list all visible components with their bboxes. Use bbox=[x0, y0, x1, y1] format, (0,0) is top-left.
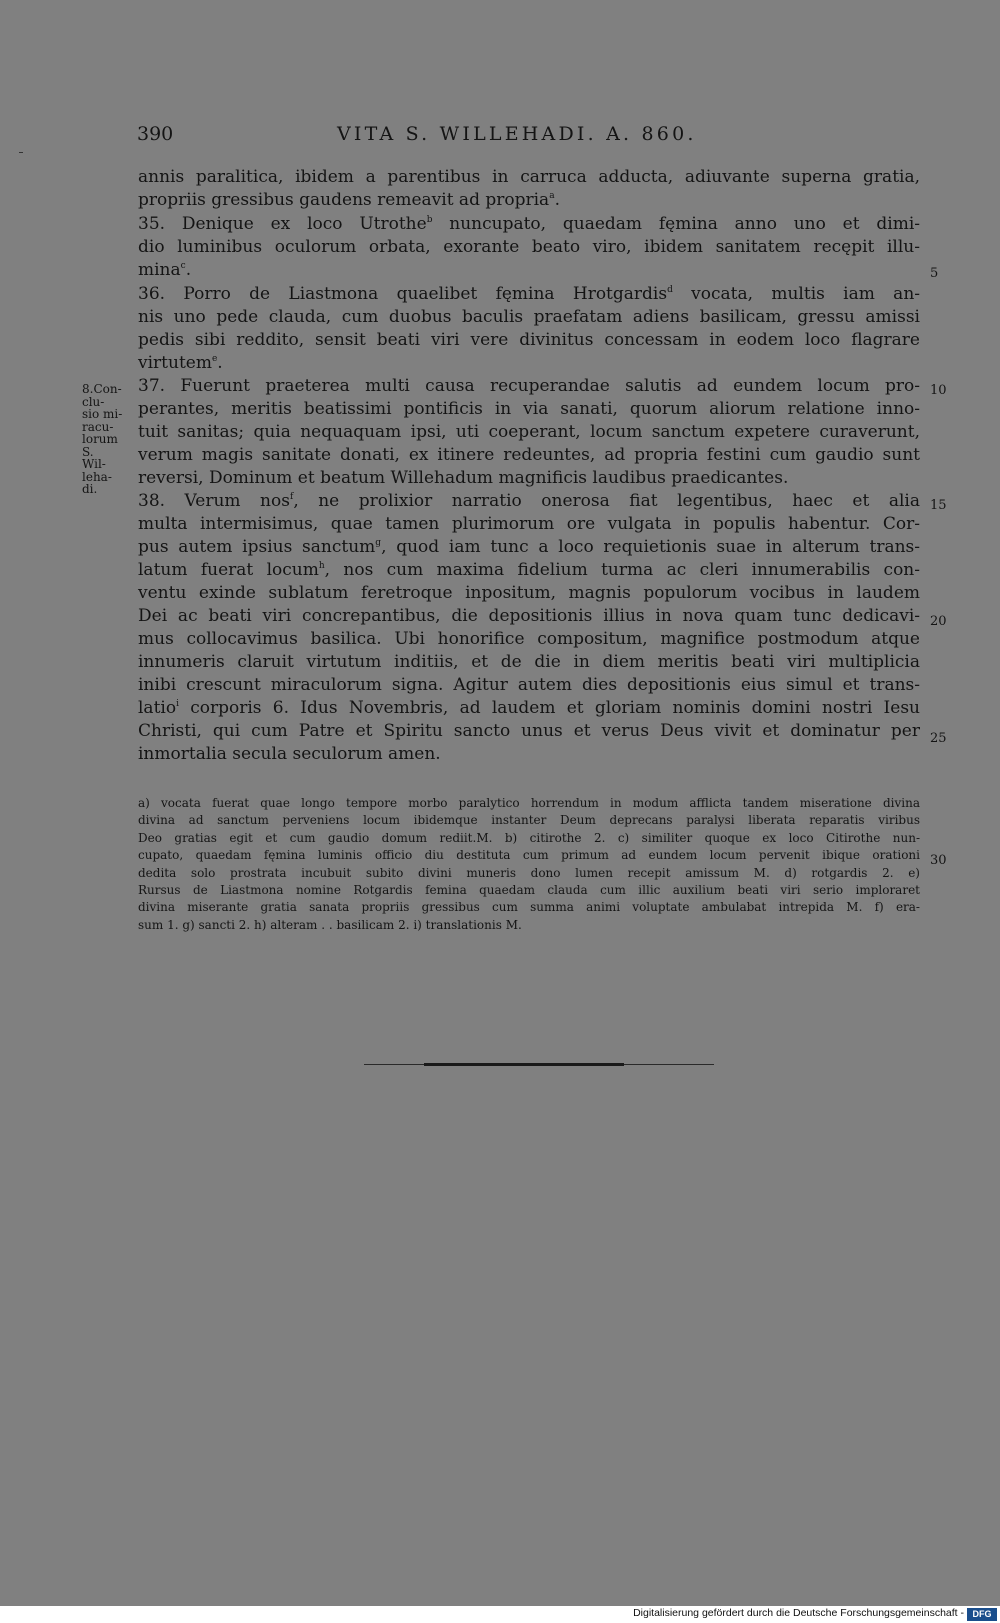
body-text-segment: inmortalia secula seculorum amen. bbox=[138, 744, 441, 764]
body-text-segment: innumeris claruit virtutum inditiis, et de die in diem meritis beati viri multiplicia bbox=[138, 652, 920, 672]
body-text-segment: . bbox=[185, 260, 192, 280]
body-line bbox=[138, 443, 920, 467]
body-text-segment: pus autem ipsius sanctum bbox=[138, 537, 376, 557]
body-line bbox=[138, 212, 920, 236]
body-text-segment: 35. Denique ex loco Utrothe bbox=[138, 214, 427, 234]
footnote-line: divina ad sanctum perveniens locum ibidemque instanter Deum deprecans paralysi liberata reparatis viribus bbox=[138, 813, 920, 827]
body-text-segment: 36. Porro de Liastmona quaelibet fęmina Hrotgardis bbox=[138, 284, 668, 304]
body-text-segment: , ne prolixior narratio onerosa fiat legentibus, haec et alia bbox=[293, 491, 920, 511]
digitization-footer bbox=[0, 1606, 1000, 1623]
body-text-segment: dio luminibus oculorum orbata, exorante beato viro, ibidem sanitatem recępit illu- bbox=[138, 237, 920, 257]
footnote-line: Rursus de Liastmona nomine Rotgardis femina quaedam clauda cum illic auxilium beati viri serio imploraret bbox=[138, 883, 920, 897]
scan-speck bbox=[19, 152, 23, 153]
body-text-segment: tuit sanitas; quia nequaquam ipsi, uti coeperant, locum sanctum expetere curaverunt, bbox=[138, 422, 920, 442]
footnote-line: sum 1. g) sancti 2. h) alteram . . basilicam 2. i) translationis M. bbox=[138, 918, 522, 932]
body-line bbox=[138, 328, 920, 352]
footnote-line: Deo gratias egit et cum gaudio domum rediit.M. b) citirothe 2. c) similiter quoque ex loco Citirothe nun- bbox=[138, 831, 920, 845]
body-line bbox=[138, 742, 920, 766]
body-text-segment: propriis gressibus gaudens remeavit ad propria bbox=[138, 190, 550, 210]
sidenote-line: racu- bbox=[82, 419, 114, 434]
body-line bbox=[138, 351, 920, 375]
body-line bbox=[138, 696, 920, 720]
body-text-segment: . bbox=[217, 353, 223, 373]
line-number: 5 bbox=[930, 266, 939, 281]
sidenote-line: clu- bbox=[82, 394, 105, 409]
sidenote-line: 8.Con- bbox=[82, 382, 122, 396]
body-text-segment: , nos cum maxima fidelium turma ac cleri innumerabilis con- bbox=[324, 560, 920, 580]
page-number: 390 bbox=[137, 123, 174, 145]
body-text-segment: verum magis sanitate donati, ex itinere redeuntes, ad propria festini cum gaudio sunt bbox=[138, 445, 920, 465]
body-line bbox=[138, 305, 920, 329]
body-line bbox=[138, 466, 920, 490]
body-text-segment: annis paralitica, ibidem a parentibus in carruca adducta, adiuvante superna gratia, bbox=[138, 167, 920, 187]
body-text-segment: . bbox=[554, 190, 560, 210]
footer-credit: Digitalisierung gefördert durch die Deutsche Forschungsgemeinschaft - bbox=[633, 1607, 964, 1619]
body-line bbox=[138, 258, 920, 282]
body-text-segment: virtutem bbox=[138, 353, 212, 373]
body-line bbox=[138, 489, 920, 513]
body-text-segment: nis uno pede clauda, cum duobus baculis praefatam adiens basilicam, gressu amissi bbox=[138, 307, 920, 327]
footnote-line: dedita solo prostrata incubuit subito divini muneris dono lumen recepit amissum M. d) rotgardis 2. e) bbox=[138, 866, 920, 880]
footnote-line: divina miserante gratia sanata propriis gressibus cum summa animi voluptate ambulabat intrepida M. f) era- bbox=[138, 900, 920, 914]
body-line bbox=[138, 719, 920, 743]
body-text-segment: reversi, Dominum et beatum Willehadum magnificis laudibus praedicantes. bbox=[138, 468, 789, 488]
page-header bbox=[137, 123, 917, 149]
body-text-segment: corporis 6. Idus Novembris, ad laudem et gloriam nominis domini nostri Iesu bbox=[178, 698, 920, 718]
body-text-segment: mus collocavimus basilica. Ubi honorifice compositum, magnifice postmodum atque bbox=[138, 629, 920, 649]
line-number: 15 bbox=[930, 498, 947, 513]
body-text-segment: vocata, multis iam an- bbox=[672, 284, 921, 304]
footnote-line: a) vocata fuerat quae longo tempore morbo paralytico horrendum in modum afflicta tandem miseratione divina bbox=[138, 796, 920, 810]
sidenote-line: sio mi- bbox=[82, 407, 123, 421]
body-line bbox=[138, 420, 920, 444]
running-title: VITA S. WILLEHADI. A. 860. bbox=[337, 123, 697, 145]
footnote-line: cupato, quaedam fęmina luminis officio diu destituta cum primum ad eundem locum pervenit ibique orationi bbox=[138, 848, 920, 862]
footnote-marker: f bbox=[289, 492, 294, 502]
body-text-segment: 38. Verum nos bbox=[138, 491, 290, 511]
sidenote-line: di. bbox=[82, 482, 98, 496]
footnote-marker: g bbox=[375, 538, 382, 548]
body-line bbox=[138, 650, 920, 674]
body-text-segment: inibi crescunt miraculorum signa. Agitur autem dies depositionis eius simul et trans- bbox=[138, 675, 920, 695]
footnote-marker: i bbox=[176, 699, 179, 709]
footnote-marker: c bbox=[180, 261, 186, 271]
body-line bbox=[138, 673, 920, 697]
body-line bbox=[138, 235, 920, 259]
sidenote-line: S. bbox=[82, 444, 94, 459]
body-text-segment: perantes, meritis beatissimi pontificis in via sanati, quorum aliorum relatione inno- bbox=[138, 399, 920, 419]
footnote-marker: e bbox=[211, 354, 218, 364]
footnote-marker: h bbox=[318, 561, 325, 571]
sidenote-line: lorum bbox=[82, 432, 118, 446]
body-line bbox=[138, 397, 920, 421]
body-line bbox=[138, 165, 920, 189]
body-text-segment: , quod iam tunc a loco requietionis suae in alterum trans- bbox=[381, 537, 920, 557]
line-number: 30 bbox=[930, 853, 947, 868]
footnote-marker: d bbox=[667, 285, 673, 295]
body-line bbox=[138, 558, 920, 582]
line-number: 20 bbox=[930, 614, 947, 629]
body-text-segment: latio bbox=[138, 698, 177, 718]
footnote-marker: b bbox=[426, 215, 433, 225]
body-text-segment: nuncupato, quaedam fęmina anno uno et dimi- bbox=[432, 214, 920, 234]
body-text-segment: pedis sibi reddito, sensit beati viri vere divinitus concessam in eodem loco flagrare bbox=[138, 330, 920, 350]
body-text-segment: multa intermisimus, quae tamen plurimorum ore vulgata in populis habentur. Cor- bbox=[138, 514, 920, 534]
line-number: 10 bbox=[930, 383, 947, 398]
sidenote-line: leha- bbox=[82, 469, 112, 484]
body-text-segment: Dei ac beati viri concrepantibus, die depositionis illius in nova quam tunc dedicavi- bbox=[138, 606, 920, 626]
sidenote-line: Wil- bbox=[82, 457, 106, 471]
body-line bbox=[138, 581, 920, 605]
body-line bbox=[138, 604, 920, 628]
dfg-logo: DFG bbox=[967, 1608, 997, 1621]
end-rule-thick bbox=[424, 1063, 624, 1066]
body-line bbox=[138, 188, 920, 212]
marginal-sidenote bbox=[82, 383, 130, 496]
body-text-segment: ventu exinde sublatum feretroque inpositum, magnis populorum vocibus in laudem bbox=[138, 583, 920, 603]
body-text-segment: Christi, qui cum Patre et Spiritu sancto unus et verus Deus vivit et dominatur per bbox=[138, 721, 920, 741]
body-line bbox=[138, 627, 920, 651]
body-text-segment: 37. Fuerunt praeterea multi causa recuperandae salutis ad eundem locum pro- bbox=[138, 376, 920, 396]
body-line bbox=[138, 535, 920, 559]
body-line bbox=[138, 282, 920, 306]
footnote-marker: a bbox=[549, 191, 555, 201]
line-number: 25 bbox=[930, 731, 947, 746]
end-rule bbox=[364, 1062, 714, 1067]
body-text-segment: latum fuerat locum bbox=[138, 560, 319, 580]
body-text-segment: mina bbox=[138, 260, 181, 280]
body-line bbox=[138, 374, 920, 398]
body-line bbox=[138, 512, 920, 536]
